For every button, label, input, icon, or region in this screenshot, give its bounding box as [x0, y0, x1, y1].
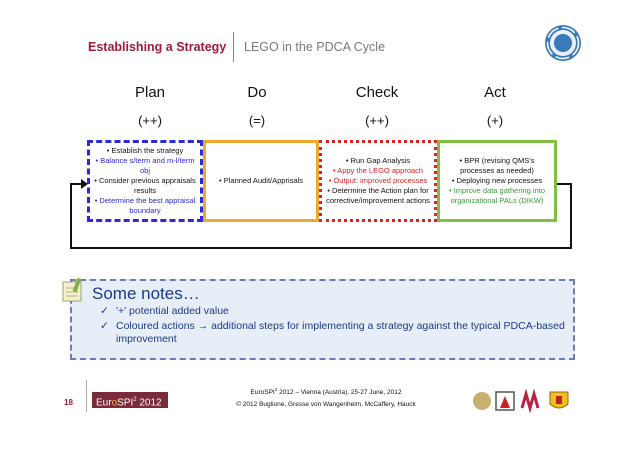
column-act-heading: Act — [484, 84, 506, 101]
loop-line-right — [570, 183, 572, 249]
footer-line-2: © 2012 Buglione, Gresse von Wangenheim, McCaffery, Hauck — [236, 401, 416, 409]
notes-list — [100, 305, 570, 348]
footer-text — [196, 384, 456, 411]
column-check-heading: Check — [355, 84, 399, 101]
act-item: • Improve data gathering into organizational PALs (DIKW) — [448, 186, 546, 205]
loop-arrow-icon — [81, 179, 88, 189]
check-box — [319, 140, 437, 222]
act-item: • BPR (revising QMS's processes as needed) — [459, 156, 535, 175]
column-act-rating: (+) — [486, 113, 504, 128]
header-subtitle: LEGO in the PDCA Cycle — [244, 40, 386, 54]
notes-title: Some notes… — [92, 284, 200, 303]
do-item: • Planned Audit/Apprisals — [219, 176, 303, 185]
loop-line-left — [70, 183, 72, 249]
notes-item-text: Coloured actions → additional steps for implementing a strategy against the typical PDCA-based improvement — [116, 320, 565, 345]
check-item: • Run Gap Analysis — [345, 156, 411, 165]
plan-item: • Consider previous appraisals results — [94, 176, 196, 195]
checkmark-icon: ✓ — [100, 320, 109, 332]
page-number: 18 — [64, 398, 73, 407]
do-box — [203, 140, 319, 222]
checkmark-icon: ✓ — [100, 305, 109, 317]
act-box — [437, 140, 557, 222]
check-item: • Output: improved processes — [328, 176, 428, 185]
footer-line-1: EuroSPI$^2$ 2012 – Vienna (Austria), 25-27 June, 2012 — [250, 387, 402, 397]
notes-item — [100, 305, 570, 318]
act-item: • Deploying new processes — [451, 176, 543, 185]
column-do-heading: Do — [247, 84, 267, 101]
column-do-rating: (=) — [248, 113, 266, 128]
check-item: • Appy the LEGO approach — [332, 166, 424, 175]
column-plan-heading: Plan — [134, 84, 166, 101]
footer-separator — [86, 380, 87, 412]
plan-box — [87, 140, 203, 222]
ring-logo-icon — [543, 23, 583, 63]
header-title: Establishing a Strategy — [88, 40, 227, 54]
loop-line-bottom — [70, 247, 572, 249]
plan-item: • Determine the best appraisal boundary — [94, 196, 196, 215]
eurospi-logo: EuroSPI$^2$ 2012 — [92, 392, 168, 408]
partner-logos-icon — [470, 388, 590, 414]
plan-item: • Establish the strategy — [106, 146, 184, 155]
column-check-rating: (++) — [365, 113, 389, 128]
column-plan-rating: (++) — [138, 113, 162, 128]
check-item: • Determine the Action plan for corrective/improvement actions — [326, 186, 430, 205]
notepad-icon — [60, 277, 86, 303]
header-separator — [233, 32, 234, 62]
notes-item — [100, 320, 570, 346]
notes-item-text: '+' potential added value — [116, 305, 229, 317]
plan-item: • Balance s/term and m-l/term obj — [95, 156, 195, 175]
